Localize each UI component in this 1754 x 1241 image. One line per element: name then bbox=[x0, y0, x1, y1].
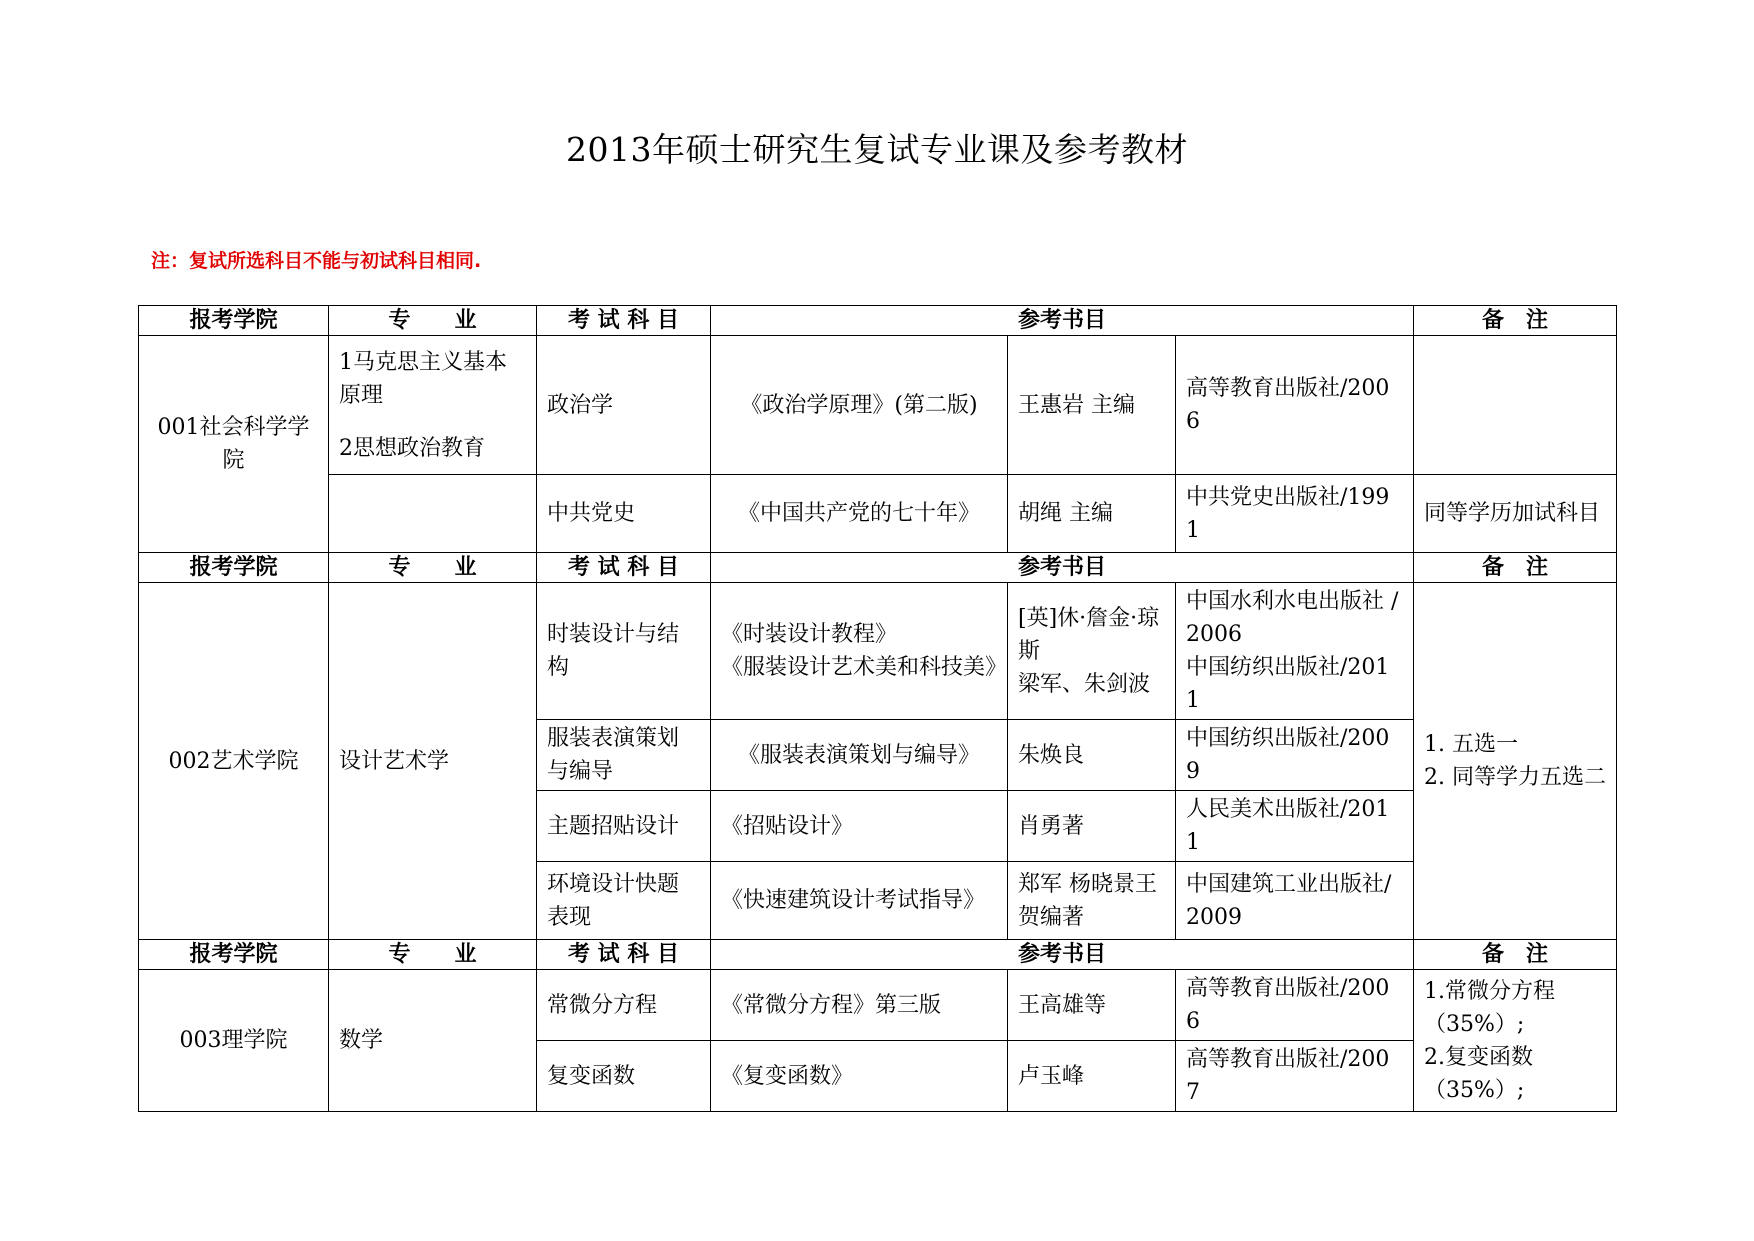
subject-cell: 常微分方程 bbox=[537, 970, 711, 1041]
table-row bbox=[139, 583, 1617, 720]
subject-cell: 政治学 bbox=[537, 336, 711, 475]
author-cell: 肖勇著 bbox=[1008, 791, 1176, 862]
major-cell bbox=[329, 336, 537, 475]
publisher-cell: 中共党史出版社/1991 bbox=[1176, 475, 1414, 553]
college-cell: 003理学院 bbox=[139, 970, 329, 1112]
book-cell: 《中国共产党的七十年》 bbox=[711, 475, 1008, 553]
table-header-row bbox=[139, 940, 1617, 970]
header-books: 参考书目 bbox=[711, 553, 1414, 583]
course-table bbox=[138, 305, 1617, 1112]
header-subject: 考 试 科 目 bbox=[537, 306, 711, 336]
major-line: 1马克思主义基本原理 bbox=[339, 349, 507, 408]
header-college: 报考学院 bbox=[139, 553, 329, 583]
subject-cell: 时装设计与结构 bbox=[537, 583, 711, 720]
author-cell: 王惠岩 主编 bbox=[1008, 336, 1176, 475]
subject-cell: 中共党史 bbox=[537, 475, 711, 553]
header-subject: 考 试 科 目 bbox=[537, 553, 711, 583]
subject-cell: 复变函数 bbox=[537, 1041, 711, 1112]
publisher-line: 中国纺织出版社/2011 bbox=[1186, 655, 1390, 713]
college-cell: 001社会科学学院 bbox=[139, 336, 329, 553]
publisher-cell: 中国纺织出版社/2009 bbox=[1176, 720, 1414, 791]
header-books: 参考书目 bbox=[711, 306, 1414, 336]
publisher-cell: 高等教育出版社/2006 bbox=[1176, 336, 1414, 475]
remark-cell bbox=[1414, 583, 1617, 940]
table-row bbox=[139, 336, 1617, 475]
page-title: 2013年硕士研究生复试专业课及参考教材 bbox=[566, 130, 1188, 169]
book-line: 《时装设计教程》 bbox=[721, 622, 898, 647]
book-cell: 《快速建筑设计考试指导》 bbox=[711, 862, 1008, 940]
header-books: 参考书目 bbox=[711, 940, 1414, 970]
author-line: [英]休·詹金·琼斯 bbox=[1018, 605, 1160, 664]
book-cell bbox=[711, 583, 1008, 720]
publisher-cell bbox=[1176, 583, 1414, 720]
header-college: 报考学院 bbox=[139, 940, 329, 970]
major-cell: 数学 bbox=[329, 970, 537, 1112]
book-cell: 《招贴设计》 bbox=[711, 791, 1008, 862]
remark-line: 1.常微分方程 bbox=[1424, 978, 1556, 1004]
table-header-row bbox=[139, 306, 1617, 336]
remark-cell: 同等学历加试科目 bbox=[1414, 475, 1617, 553]
book-line: 《服装设计艺术美和科技美》 bbox=[721, 655, 1008, 680]
subject-cell: 环境设计快题表现 bbox=[537, 862, 711, 940]
author-cell: 卢玉峰 bbox=[1008, 1041, 1176, 1112]
header-major: 专 业 bbox=[329, 306, 537, 336]
table-row bbox=[139, 475, 1617, 553]
remark-cell bbox=[1414, 336, 1617, 475]
remark-line: 1. 五选一 bbox=[1424, 732, 1519, 757]
author-cell: 王高雄等 bbox=[1008, 970, 1176, 1041]
header-remarks: 备 注 bbox=[1414, 553, 1617, 583]
author-line: 梁军、朱剑波 bbox=[1018, 671, 1151, 697]
publisher-cell: 人民美术出版社/2011 bbox=[1176, 791, 1414, 862]
table-header-row bbox=[139, 553, 1617, 583]
remark-cell bbox=[1414, 970, 1617, 1112]
header-major: 专 业 bbox=[329, 553, 537, 583]
author-cell bbox=[1008, 583, 1176, 720]
publisher-line: 中国水利水电出版社 /2006 bbox=[1186, 589, 1399, 647]
header-remarks: 备 注 bbox=[1414, 940, 1617, 970]
header-remarks: 备 注 bbox=[1414, 306, 1617, 336]
remark-line: 2.复变函数 bbox=[1424, 1044, 1534, 1070]
book-cell: 《复变函数》 bbox=[711, 1041, 1008, 1112]
book-cell: 《常微分方程》第三版 bbox=[711, 970, 1008, 1041]
publisher-cell: 高等教育出版社/2007 bbox=[1176, 1041, 1414, 1112]
book-cell: 《政治学原理》(第二版) bbox=[711, 336, 1008, 475]
book-cell: 《服装表演策划与编导》 bbox=[711, 720, 1008, 791]
publisher-cell: 中国建筑工业出版社/2009 bbox=[1176, 862, 1414, 940]
author-cell: 朱焕良 bbox=[1008, 720, 1176, 791]
subject-cell: 服装表演策划与编导 bbox=[537, 720, 711, 791]
author-cell: 郑军 杨晓景王贺编著 bbox=[1008, 862, 1176, 940]
remark-line: （35%）; bbox=[1424, 1077, 1525, 1103]
publisher-cell: 高等教育出版社/2006 bbox=[1176, 970, 1414, 1041]
major-line: 2思想政治教育 bbox=[339, 435, 485, 461]
remark-line: （35%）; bbox=[1424, 1011, 1525, 1037]
subject-cell: 主题招贴设计 bbox=[537, 791, 711, 862]
note-text: 注：复试所选科目不能与初试科目相同. bbox=[151, 250, 482, 272]
header-college: 报考学院 bbox=[139, 306, 329, 336]
college-cell: 002艺术学院 bbox=[139, 583, 329, 940]
author-cell: 胡绳 主编 bbox=[1008, 475, 1176, 553]
table-row bbox=[139, 970, 1617, 1041]
header-subject: 考 试 科 目 bbox=[537, 940, 711, 970]
major-cell: 设计艺术学 bbox=[329, 583, 537, 940]
header-major: 专 业 bbox=[329, 940, 537, 970]
remark-line: 2. 同等学力五选二 bbox=[1424, 765, 1607, 790]
major-cell bbox=[329, 475, 537, 553]
